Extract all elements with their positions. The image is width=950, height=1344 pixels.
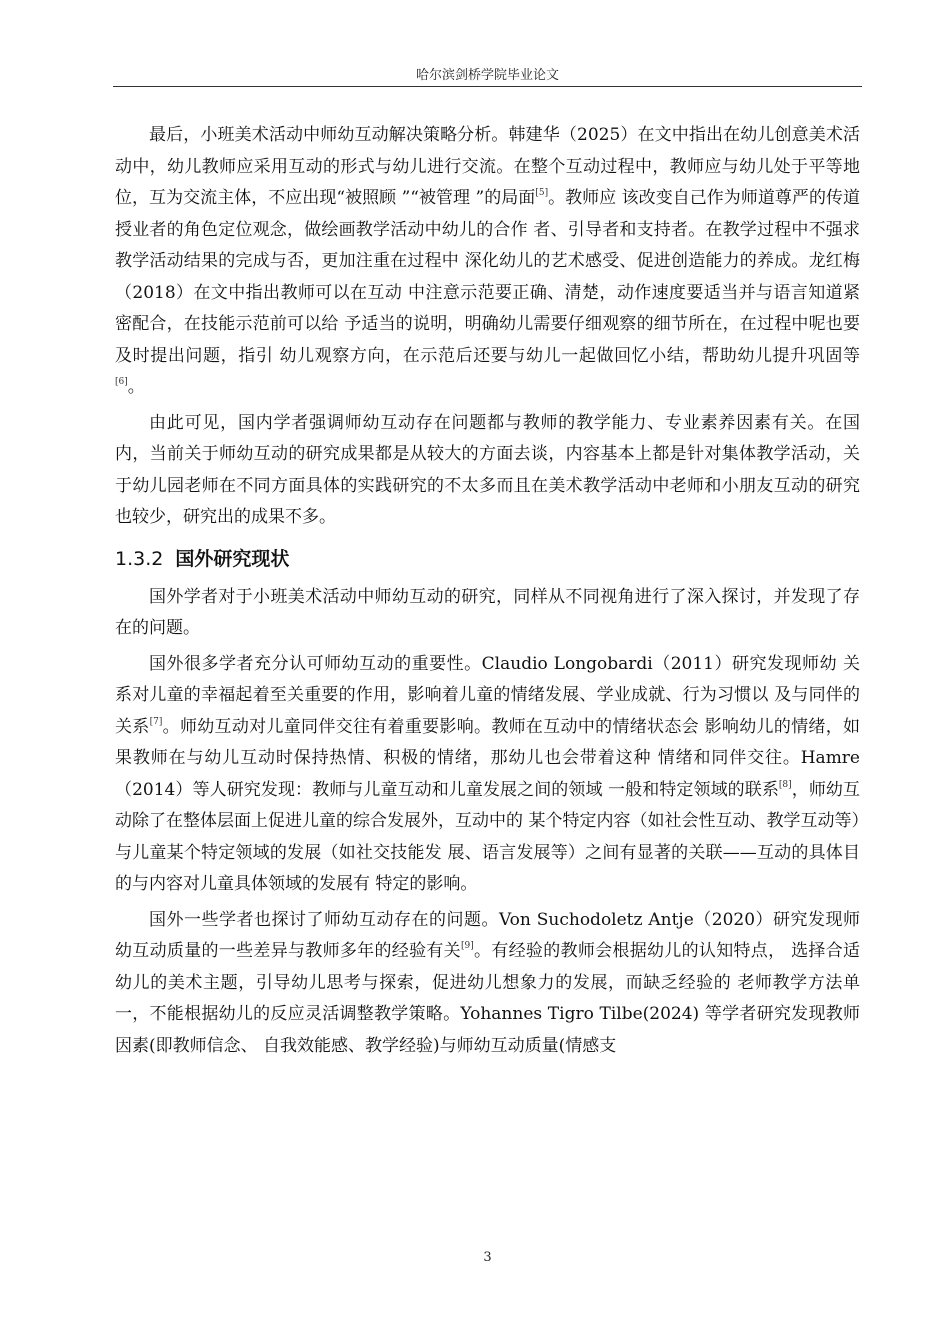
section-number: 1.3.2 (115, 547, 164, 570)
paragraph-text: 国外学者对于小班美术活动中师幼互动的研究，同样从不同视角进行了深入探讨，并发现了存在的问题。 (115, 586, 860, 638)
paragraph-text: 。有经验的教师会根据幼儿的认知特点， 选择合适幼儿的美术主题，引导幼儿思考与探索，促进幼儿想象力的发展，而缺乏经验的 老师教学方法单一，不能根据幼儿的反应灵活调整教学策略。Yohannes Tigro Tilbe(2024) 等学者研究发现教师因素(即教师信念、 自我效能感、教学经验)与师幼互动质量(情感支 (115, 941, 861, 1056)
paragraph-text: 。师幼互动对儿童同伴交往有着重要影响。教师在互动中的情绪状态会 影响幼儿的情绪，如果教师在与幼儿互动时保持热情、积极的情绪，那幼儿也会带着这种 情绪和同伴交往。Hamre（2014）等人研究发现：教师与儿童互动和儿童发展之间的领域 一般和特定领域的联系 (115, 716, 861, 800)
running-header: 哈尔滨剑桥学院毕业论文 (415, 68, 559, 83)
paragraph-3 (115, 582, 860, 645)
paragraph-text: 国外很多学者充分认可师幼互动的重要性。Claudio Longobardi（2011）研究发现师幼 关系对儿童的幸福起着至关重要的作用，影响着儿童的情绪发展、学业成就、行为习惯以 及与同伴的关系 (115, 653, 860, 737)
body-text (115, 120, 860, 1062)
header-rule (113, 86, 862, 87)
citation-5[interactable]: [5] (535, 188, 549, 198)
paragraph-text: 由此可见，国内学者强调师幼互动存在问题都与教师的教学能力、专业素养因素有关。在国内，当前关于师幼互动的研究成果都是从较大的方面去谈，内容基本上都是针对集体教学活动，关于幼儿园老师在不同方面具体的实践研究的不太多而且在美术教学活动中老师和小朋友互动的研究也较少，研究出的成果不多。 (115, 412, 860, 527)
paragraph-text: 国外一些学者也探讨了师幼互动存在的问题。Von Suchodoletz Antje（2020）研究发现师幼互动质量的一些差异与教师多年的经验有关 (115, 909, 860, 961)
paragraph-text: 。 (127, 377, 145, 397)
paragraph-4 (115, 649, 860, 901)
section-title: 国外研究现状 (175, 547, 290, 570)
page-number: 3 (483, 1250, 492, 1265)
section-heading (115, 544, 860, 574)
paragraph-2 (115, 408, 860, 534)
citation-6[interactable]: [6] (115, 377, 128, 387)
citation-7[interactable]: [7] (149, 716, 163, 727)
paragraph-1 (115, 120, 860, 404)
paragraph-text: 最后，小班美术活动中师幼互动解决策略分析。韩建华（2025）在文中指出在幼儿创意美术活动中，幼儿教师应采用互动的形式与幼儿进行交流。在整个互动过程中，教师应与幼儿处于平等地位，互为交流主体，不应出现“被照顾 ”“被管理 ”的局面 (115, 125, 860, 208)
citation-9[interactable]: [9] (460, 941, 474, 951)
citation-8[interactable]: [8] (778, 779, 792, 790)
paragraph-5 (115, 905, 860, 1063)
paragraph-text: ，师幼互动除了在整体层面上促进儿童的综合发展外，互动中的 某个特定内容（如社会性互动、教学互动等）与儿童某个特定领域的发展（如社交技能发 展、语言发展等）之间有显著的关联——互动的具体目的与内容对儿童具体领域的发展有 特定的影响。 (115, 779, 860, 894)
paragraph-text: 。教师应 该改变自己作为师道尊严的传道授业者的角色定位观念，做绘画教学活动中幼儿的合作 者、引导者和支持者。在教学过程中不强求教学活动结果的完成与否，更加注重在过程中 深化幼儿的艺术感受、促进创造能力的养成。龙红梅（2018）在文中指出教师可以在互动 中注意示范要正确、清楚，动作速度要适当并与语言知道紧密配合，在技能示范前可以给 予适当的说明，明确幼儿需要仔细观察的细节所在，在过程中呢也要及时提出问题，指引 幼儿观察方向，在示范后还要与幼儿一起做回忆小结，帮助幼儿提升巩固等 (115, 188, 861, 366)
